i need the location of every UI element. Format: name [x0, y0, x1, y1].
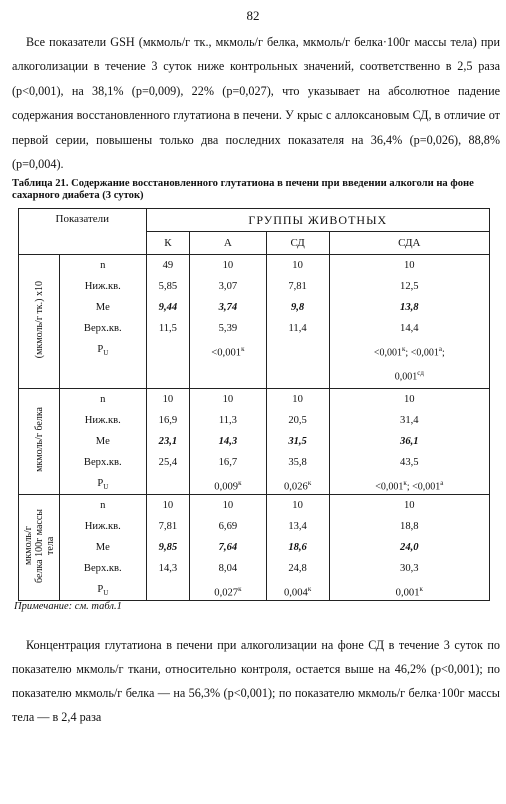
table-row	[19, 431, 490, 452]
table-cell: 43,5	[400, 456, 419, 468]
table-cell: 20,5	[288, 414, 307, 426]
table-row	[19, 339, 490, 388]
row-label: Ниж.кв.	[84, 414, 121, 426]
table-cell: 13,4	[288, 520, 307, 532]
table-cell: 18,8	[400, 520, 419, 532]
table-cell: 18,6	[288, 541, 307, 553]
table-cell: 11,5	[158, 323, 177, 334]
table-cell: 49	[162, 260, 174, 271]
table-cell: 10	[404, 499, 415, 511]
table-cell: 35,8	[288, 456, 307, 468]
row-label: Me	[95, 435, 110, 447]
row-label-pu: $P_U$	[97, 477, 109, 491]
table-cell: 12,5	[400, 281, 419, 292]
table-cell: 16,7	[218, 456, 238, 468]
table-cell	[147, 579, 190, 600]
row-label: Me	[95, 302, 110, 313]
table-cell: $<0,001^к$	[211, 345, 245, 359]
table-cell: $0,001^к$	[395, 584, 423, 599]
table-cell: $0,027^к$	[214, 584, 242, 599]
table-cell: 13,8	[400, 302, 419, 313]
unit-label-block3: мкмоль/г белка 100г массы тела	[19, 494, 60, 600]
table-cell: 9,8	[290, 302, 305, 313]
table-cell: 24,0	[400, 541, 419, 553]
row-label: Me	[95, 541, 110, 553]
table-row	[19, 494, 490, 516]
table-cell: 10	[292, 499, 303, 511]
row-label: Верх.кв.	[83, 562, 122, 574]
table-row	[19, 537, 490, 558]
table-row	[19, 516, 490, 537]
row-label: Ниж.кв.	[84, 281, 121, 292]
table-cell: 3,07	[218, 281, 238, 292]
table-cell: $0,026^к$	[283, 478, 312, 493]
table-cell: 10	[292, 260, 303, 271]
table-cell: $0,004^к$	[283, 584, 312, 599]
table-cell: 7,81	[288, 281, 307, 292]
table-cell: 7,81	[158, 520, 178, 532]
table-cell: 9,44	[158, 302, 178, 313]
table-cell: 31,4	[400, 414, 419, 426]
table-cell: 5,39	[218, 323, 238, 334]
table-cell: 14,3	[218, 435, 238, 447]
row-label: Верх.кв.	[83, 323, 122, 334]
table-caption: Таблица 21. Содержание восстановленного глутатиона в печени при введении алкоголи на фоне сахарного диабета (3 суток)	[12, 178, 474, 201]
table-row	[19, 297, 490, 318]
table-cell: 31,5	[288, 435, 307, 447]
table-row	[19, 318, 490, 339]
row-label: n	[100, 393, 106, 405]
page-number: 82	[246, 8, 260, 23]
table-cell: 10	[162, 393, 174, 405]
row-label-pu: $P_U$	[97, 344, 109, 358]
row-label: n	[100, 499, 106, 511]
table-cell: 11,3	[218, 414, 237, 426]
table-cell: 24,8	[288, 562, 307, 574]
table-cell: 23,1	[158, 435, 178, 447]
table-cell: 8,04	[218, 562, 238, 574]
paragraph-bottom	[12, 633, 500, 729]
table-cell	[147, 353, 190, 374]
table-row	[19, 276, 490, 297]
glutathione-table	[18, 208, 490, 601]
table-cell	[267, 353, 329, 374]
row-label-pu: $P_U$	[97, 583, 109, 597]
table-cell: 14,3	[158, 562, 178, 574]
table-cell: 16,9	[158, 414, 178, 426]
paragraph-bottom-text: Концентрация глутатиона в печени при алкоголизации на фоне СД в течение 3 суток по показателю мкмоль/г ткани, относительно контроля, остается выше на 46,2% (p<0,001); по показателю мкмоль/г белка — на 56,3% (p<0,001); по показателю мкмоль/г белка·100г массы тела — в 2,4 раза	[12, 638, 500, 724]
indicators-header: Показатели	[19, 209, 147, 255]
paragraph-top-text: Все показатели GSH (мкмоль/г тк., мкмоль/г белка, мкмоль/г белка·100г массы тела) при алкоголизации в течение 3 суток ниже контрольных значений, соответственно в 2,5 раза (p<0,001), на 38,1% (p=0,009), 22% (p=0,027), что указывает на абсолютное падение содержания восстановленного глутатиона в печени. У крыс с аллоксановым СД, в отличие от первой серии, повышены только два последних показателя на 36,4% (p=0,026), 88,8% (p=0,004).	[12, 35, 500, 172]
table-row	[19, 473, 490, 495]
table-cell	[147, 473, 190, 494]
table-row	[19, 410, 490, 431]
table-row	[19, 452, 490, 473]
table-row	[19, 255, 490, 277]
table-cell: 10	[404, 260, 415, 271]
table-cell: 9,85	[158, 541, 178, 553]
table-cell: 10	[222, 393, 234, 405]
unit-label-block1: (мкмоль/г тк.) х10	[19, 255, 60, 389]
table-cell: 3,74	[218, 302, 238, 313]
row-label: Ниж.кв.	[84, 520, 121, 532]
table-cell: 14,4	[400, 323, 419, 334]
table-cell: $<0,001^к$; $<0,001^а$; $0,001^{сд}$	[373, 345, 445, 383]
table-cell: 10	[404, 393, 415, 405]
col-header-sda: СДА	[329, 232, 489, 255]
table-cell: 10	[222, 499, 234, 511]
table-note: Примечание: см. табл.1	[14, 601, 122, 612]
table-cell: 5,85	[158, 281, 178, 292]
table-cell: $0,009^к$	[214, 478, 242, 493]
table-cell: 10	[162, 499, 174, 511]
table-row	[19, 558, 490, 579]
table-cell: 7,64	[218, 541, 238, 553]
table-row	[19, 388, 490, 410]
col-header-k: К	[146, 232, 190, 255]
row-label: Верх.кв.	[83, 456, 122, 468]
table-cell: 30,3	[400, 562, 419, 574]
table-cell: 6,69	[218, 520, 238, 532]
row-label: n	[100, 260, 106, 271]
table-cell: 25,4	[158, 456, 178, 468]
unit-label-block2: мкмоль/г белка	[19, 388, 60, 494]
table-cell: $<0,001^к$; $<0,001^а$	[375, 478, 444, 492]
col-header-a: А	[190, 232, 266, 255]
paragraph-top	[12, 30, 500, 176]
table-cell: 10	[292, 393, 303, 405]
col-header-sd: СД	[266, 232, 329, 255]
groups-header: ГРУППЫ ЖИВОТНЫХ	[146, 209, 489, 232]
table-cell: 11,4	[288, 323, 307, 334]
table-cell: 10	[222, 260, 234, 271]
table-row	[19, 579, 490, 601]
table-cell: 36,1	[400, 435, 419, 447]
